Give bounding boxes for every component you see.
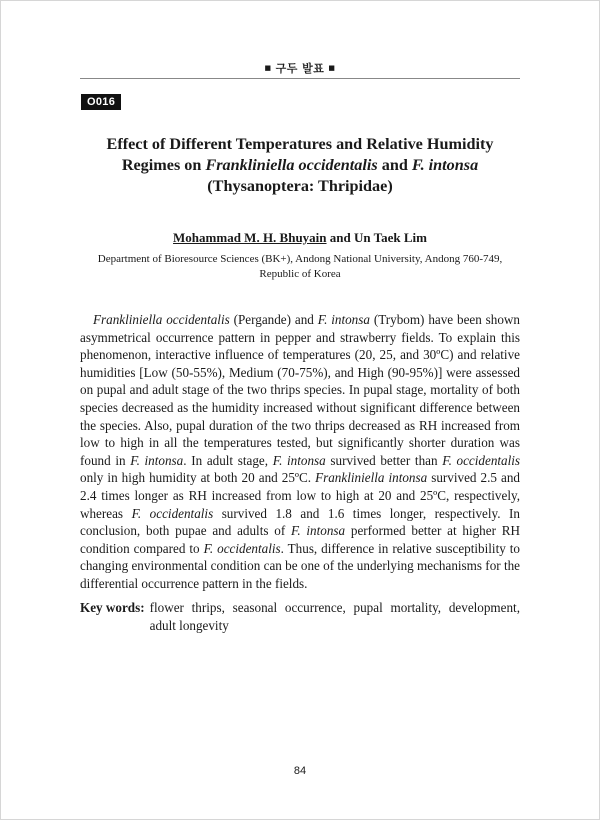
abstract-text: only in high humidity at both 20 and 25ºC. — [80, 470, 316, 486]
title-species: F. intonsa — [411, 156, 479, 174]
species-name: F. intonsa — [130, 452, 184, 468]
title-text: Regimes on — [121, 156, 206, 174]
affiliation — [80, 252, 520, 282]
abstract-text: (Pergande) and — [229, 312, 318, 327]
species-name: Frankliniella occidentalis — [93, 312, 230, 327]
presenting-author: Mohammad M. H. Bhuyain — [173, 230, 327, 245]
abstract-text: survived 2.5 and 2.4 times longer as RH increased from low to high at 20 and 25ºC, respectively, whereas — [80, 470, 520, 521]
affiliation-line: Department of Bioresource Sciences (BK+), Andong National University, Andong 760-749, — [97, 253, 503, 265]
affiliation-line: Republic of Korea — [259, 268, 341, 280]
keywords-label: Key words: — [80, 600, 145, 615]
species-name: F. occidentalis — [203, 540, 281, 556]
title-species: Frankliniella occidentalis — [205, 156, 378, 174]
species-name: F. occidentalis — [442, 452, 521, 468]
square-bullet-icon: ■ — [264, 64, 272, 72]
co-authors: and Un Taek Lim — [326, 230, 427, 245]
title-line-2 — [90, 155, 510, 176]
square-bullet-icon: ■ — [328, 64, 336, 72]
species-name: F. occidentalis — [131, 505, 214, 521]
abstract-body — [80, 311, 520, 593]
author-list — [80, 230, 520, 246]
page-number: 84 — [293, 765, 307, 777]
abstract-text: survived 1.8 and 1.6 times longer, respectively. In conclusion, both pupae and adults of — [80, 505, 520, 539]
species-name: Frankliniella intonsa — [315, 470, 428, 486]
header-divider — [80, 78, 520, 79]
abstract-text: (Trybom) have been shown asymmetrical occurrence pattern in pepper and strawberry fields. To explain this phenomenon, interactive influence of temperatures (20, 25, and 30ºC) and relative humidities [Low (50-55%), Medium (70-75%), and High (90-95%)] were assessed on pupal and adult stage of the two thrips species. In pupal stage, mortality of both species decreased as the humidity increased without significant difference between the species. Also, pupal duration of the two thrips decreased as RH increased from low to high in all the temperatures tested, but significantly shorter duration was found in — [80, 312, 520, 468]
species-name: F. intonsa — [317, 312, 370, 327]
species-name: F. intonsa — [291, 523, 346, 539]
title-line-1: Effect of Different Temperatures and Relative Humidity — [106, 135, 494, 153]
section-label: 구두 발표 — [275, 62, 325, 75]
title-text: and — [377, 156, 412, 174]
keywords-text: flower thrips, seasonal occurrence, pupal mortality, development, adult longevity — [149, 600, 520, 633]
paper-title — [90, 134, 510, 197]
title-line-3: (Thysanoptera: Thripidae) — [207, 177, 393, 195]
species-name: F. intonsa — [272, 452, 326, 468]
section-header — [80, 60, 520, 76]
abstract-text: performed better at higher RH condition compared to — [80, 523, 520, 556]
abstract-text: . Thus, difference in relative susceptibility to changing environmental condition can be one of the underlying mechanisms for the differential occurrence pattern in the fields. — [80, 540, 520, 591]
abstract-text: survived better than — [325, 452, 443, 468]
abstract-text: . In adult stage, — [183, 452, 273, 468]
keywords — [80, 599, 520, 634]
abstract-code-badge: O016 — [81, 94, 121, 110]
